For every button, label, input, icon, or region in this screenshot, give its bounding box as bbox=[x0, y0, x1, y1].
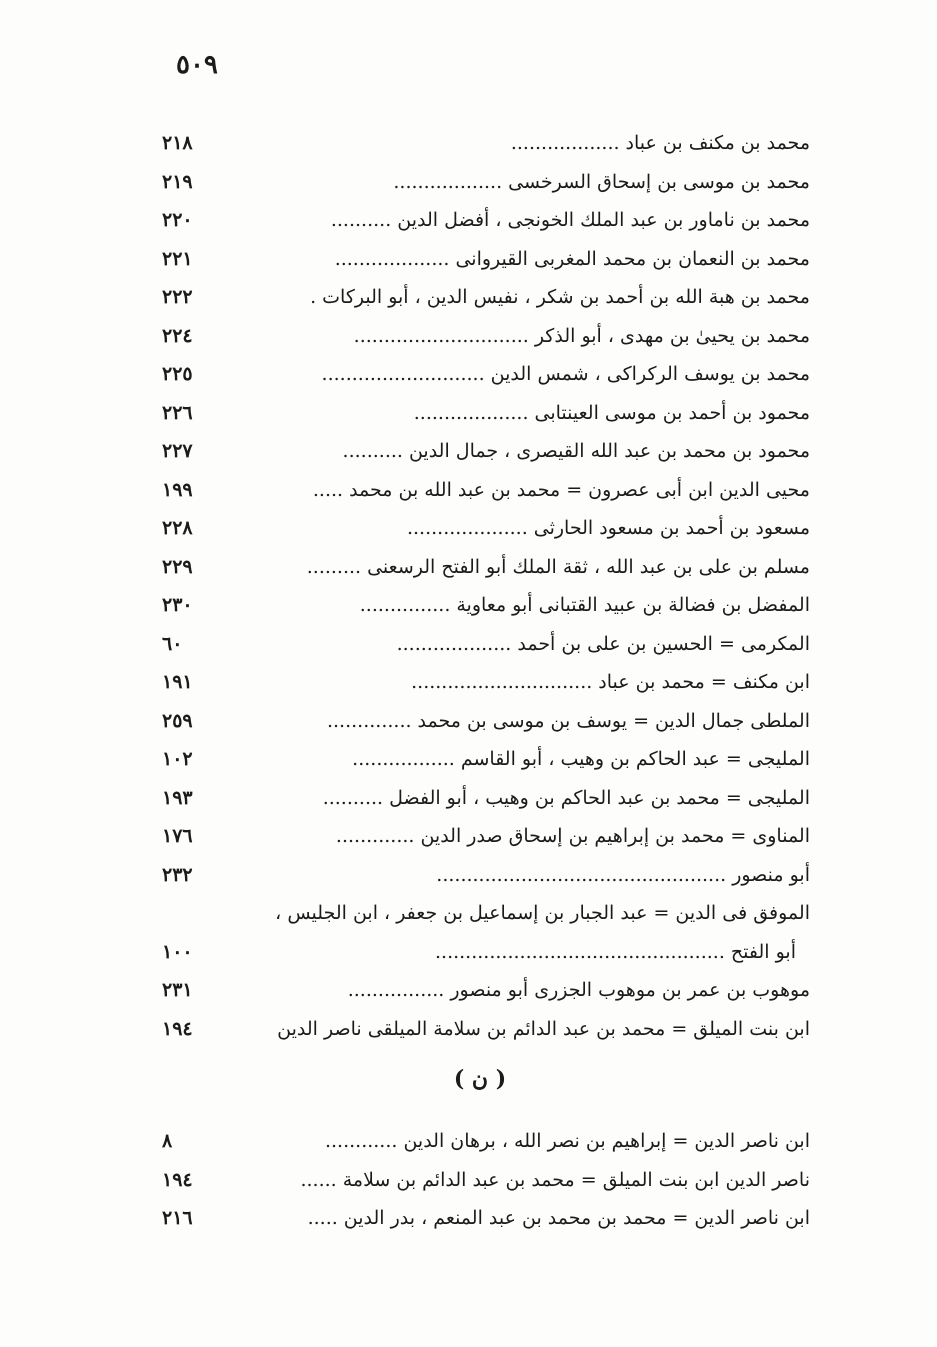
entry-text-line bbox=[310, 278, 810, 316]
entry-text-line bbox=[336, 817, 810, 855]
index-list-nun bbox=[150, 1122, 810, 1238]
entry-name: المكرمى = الحسين بن على بن أحمد bbox=[517, 632, 810, 655]
entry-text-line bbox=[325, 1122, 810, 1160]
index-entry bbox=[150, 124, 810, 163]
leader-dots: .......... bbox=[322, 786, 384, 809]
page-reference: ١٩٣ bbox=[162, 786, 193, 809]
entry-name: ابن بنت الميلق = محمد بن عبد الدائم بن سلامة الميلقى ناصر الدين bbox=[277, 1017, 810, 1040]
leader-dots: ................................................ bbox=[436, 863, 727, 886]
page-reference: ٢٣١ bbox=[162, 979, 193, 1001]
page-reference: ٦٠ bbox=[162, 632, 183, 655]
leader-dots: ............. bbox=[335, 825, 415, 847]
entry-name: ابن مكنف = محمد بن عباد bbox=[598, 671, 810, 693]
entry-name: محمد بن يوسف الركراكى ، شمس الدين bbox=[490, 363, 810, 385]
index-entry bbox=[150, 894, 810, 933]
index-entry bbox=[150, 663, 810, 702]
index-list-mim bbox=[150, 124, 810, 1048]
page-reference: ١٠٠ bbox=[162, 940, 193, 963]
page-reference: ١٧٦ bbox=[162, 825, 193, 847]
entry-name: ابن ناصر الدين = إبراهيم بن نصر الله ، برهان الدين bbox=[403, 1130, 810, 1152]
entry-name: أبو منصور bbox=[732, 863, 810, 886]
page-reference: ٢١٦ bbox=[162, 1207, 193, 1229]
entry-text-line bbox=[307, 548, 810, 586]
entry-text-line bbox=[397, 625, 810, 663]
index-entry bbox=[150, 702, 810, 741]
leader-dots: .............................. bbox=[411, 671, 593, 693]
index-entry bbox=[150, 856, 810, 895]
index-entry bbox=[150, 779, 810, 818]
leader-dots: . bbox=[310, 286, 317, 308]
entry-name: ابن ناصر الدين = محمد بن محمد بن عبد المنعم ، بدر الدين bbox=[343, 1207, 810, 1229]
entry-text-line bbox=[322, 355, 810, 393]
index-entry bbox=[150, 933, 810, 972]
entry-name: محمد بن موسى بن إسحاق السرخسى bbox=[508, 170, 810, 193]
leader-dots: ................. bbox=[352, 748, 455, 770]
leader-dots: ..... bbox=[312, 478, 344, 501]
entry-text-line bbox=[271, 1010, 810, 1048]
index-entry bbox=[150, 201, 810, 240]
entry-text-line bbox=[323, 779, 810, 817]
index-entry bbox=[150, 278, 810, 317]
entry-text-line bbox=[327, 702, 810, 740]
leader-dots: ............................. bbox=[353, 324, 529, 347]
leader-dots: ........................... bbox=[321, 363, 485, 385]
page-reference: ٢٣٢ bbox=[162, 863, 193, 886]
leader-dots: ................... bbox=[396, 632, 512, 655]
leader-dots: ................ bbox=[347, 979, 445, 1001]
index-entry bbox=[150, 971, 810, 1010]
index-entry bbox=[150, 317, 810, 356]
index-entry bbox=[150, 509, 810, 548]
page-reference: ٢١٨ bbox=[162, 132, 193, 154]
entry-text-line bbox=[343, 432, 810, 470]
page-reference: ٢١٩ bbox=[162, 170, 193, 193]
entry-text-line bbox=[313, 471, 810, 509]
index-entry bbox=[150, 163, 810, 202]
leader-dots: .................. bbox=[393, 170, 503, 193]
entry-name: محمد بن مكنف بن عباد bbox=[625, 132, 810, 154]
entry-name: المليجى = محمد بن عبد الحاكم بن وهيب ، أبو الفضل bbox=[389, 786, 810, 809]
index-entry bbox=[150, 1122, 810, 1161]
entry-name: المليجى = عبد الحاكم بن وهيب ، أبو القاسم bbox=[460, 748, 810, 770]
leader-dots: ............ bbox=[324, 1130, 398, 1152]
page-reference: ١٠٢ bbox=[162, 748, 193, 770]
index-entry bbox=[150, 432, 810, 471]
index-entry bbox=[150, 240, 810, 279]
entry-name: الملطى جمال الدين = يوسف بن موسى بن محمد bbox=[417, 709, 810, 732]
page-number: ٥٠٩ bbox=[176, 50, 218, 80]
index-entry bbox=[150, 548, 810, 587]
page-reference: ١٩٩ bbox=[162, 478, 193, 501]
page-reference: ١٩٤ bbox=[162, 1168, 193, 1191]
leader-dots: .......... bbox=[342, 440, 403, 462]
page-reference: ٢٢٤ bbox=[162, 324, 193, 347]
page-reference: ٢٢١ bbox=[162, 247, 193, 270]
index-entry bbox=[150, 586, 810, 625]
entry-text-line bbox=[300, 1161, 810, 1199]
leader-dots: ...... bbox=[300, 1168, 337, 1191]
page-reference: ٢٢٥ bbox=[162, 363, 193, 385]
entry-name: موهوب بن عمر بن موهوب الجزرى أبو منصور bbox=[450, 979, 810, 1001]
entry-text-line bbox=[414, 394, 810, 432]
entry-name: محيى الدين ابن أبى عصرون = محمد بن عبد الله بن محمد bbox=[349, 478, 810, 501]
entry-text-line bbox=[348, 971, 810, 1009]
leader-dots: .............. bbox=[326, 709, 412, 732]
index-entry bbox=[150, 394, 810, 433]
page-reference: ٢٢٦ bbox=[162, 401, 193, 424]
entry-text-line bbox=[269, 894, 810, 932]
entry-text-line bbox=[411, 663, 810, 701]
entry-name: مسلم بن على بن عبد الله ، ثقة الملك أبو الفتح الرسعنى bbox=[367, 555, 810, 578]
leader-dots: ............... bbox=[359, 594, 451, 616]
index-entry bbox=[150, 1161, 810, 1200]
page-reference: ٢٢٠ bbox=[162, 209, 193, 231]
index-entry bbox=[150, 471, 810, 510]
entry-name: محمود بن أحمد بن موسى العينتابى bbox=[534, 401, 810, 424]
entry-text-line bbox=[407, 509, 810, 547]
entry-name: محمد بن النعمان بن محمد المغربى القيروانى bbox=[455, 247, 810, 270]
page-reference: ٢٢٩ bbox=[162, 555, 193, 578]
entry-text-line bbox=[360, 586, 810, 624]
entry-text-line bbox=[435, 933, 796, 971]
index-entry bbox=[150, 355, 810, 394]
entry-text-line bbox=[436, 856, 810, 894]
page-reference: ٨ bbox=[162, 1130, 173, 1152]
page-reference: ٢٢٧ bbox=[162, 440, 193, 462]
leader-dots: .................. bbox=[510, 132, 620, 154]
leader-dots: .................... bbox=[406, 517, 528, 539]
entry-text-line bbox=[352, 740, 810, 778]
page-reference: ٢٥٩ bbox=[162, 709, 193, 732]
entry-text-line bbox=[511, 124, 810, 162]
index-entry bbox=[150, 740, 810, 779]
leader-dots: ..... bbox=[307, 1207, 338, 1229]
index-entry bbox=[150, 1010, 810, 1049]
index-entry bbox=[150, 817, 810, 856]
leader-dots: ................... bbox=[334, 247, 450, 270]
entry-text-line bbox=[393, 163, 810, 201]
entry-name: محمود بن محمد بن عبد الله القيصرى ، جمال الدين bbox=[408, 440, 810, 462]
page-reference: ٢٢٨ bbox=[162, 517, 193, 539]
entry-text-line bbox=[354, 317, 810, 355]
entry-text-line bbox=[335, 240, 810, 278]
section-heading: ( ن ) bbox=[453, 1066, 507, 1092]
entry-name: المناوى = محمد بن إبراهيم بن إسحاق صدر الدين bbox=[420, 825, 810, 847]
page-reference: ١٩٤ bbox=[162, 1017, 193, 1040]
page-reference: ٢٣٠ bbox=[162, 594, 193, 616]
index-entry bbox=[150, 625, 810, 664]
leader-dots: .......... bbox=[330, 209, 392, 231]
entry-name: الموفق فى الدين = عبد الجبار بن إسماعيل بن جعفر ، ابن الجليس ، bbox=[275, 902, 810, 924]
entry-name: المفضل بن فضالة بن عبيد القتبانى أبو معاوية bbox=[456, 594, 810, 616]
leader-dots: ................................................ bbox=[434, 940, 725, 963]
leader-dots: ......... bbox=[306, 555, 362, 578]
entry-name: محمد بن يحيىٰ بن مهدى ، أبو الذكر bbox=[534, 324, 810, 347]
page-reference: ٢٢٢ bbox=[162, 286, 193, 308]
entry-name: مسعود بن أحمد بن مسعود الحارثى bbox=[533, 517, 810, 539]
entry-text-line bbox=[308, 1199, 810, 1237]
entry-name: محمد بن ناماور بن عبد الملك الخونجى ، أفضل الدين bbox=[397, 209, 810, 231]
page-reference: ١٩١ bbox=[162, 671, 193, 693]
entry-name: ناصر الدين ابن بنت الميلق = محمد بن عبد الدائم بن سلامة bbox=[342, 1168, 810, 1191]
entry-text-line bbox=[331, 201, 810, 239]
entry-name: محمد بن هبة الله بن أحمد بن شكر ، نفيس الدين ، أبو البركات bbox=[322, 286, 810, 308]
index-entry bbox=[150, 1199, 810, 1238]
leader-dots: ................... bbox=[413, 401, 529, 424]
entry-name: أبو الفتح bbox=[730, 940, 796, 963]
